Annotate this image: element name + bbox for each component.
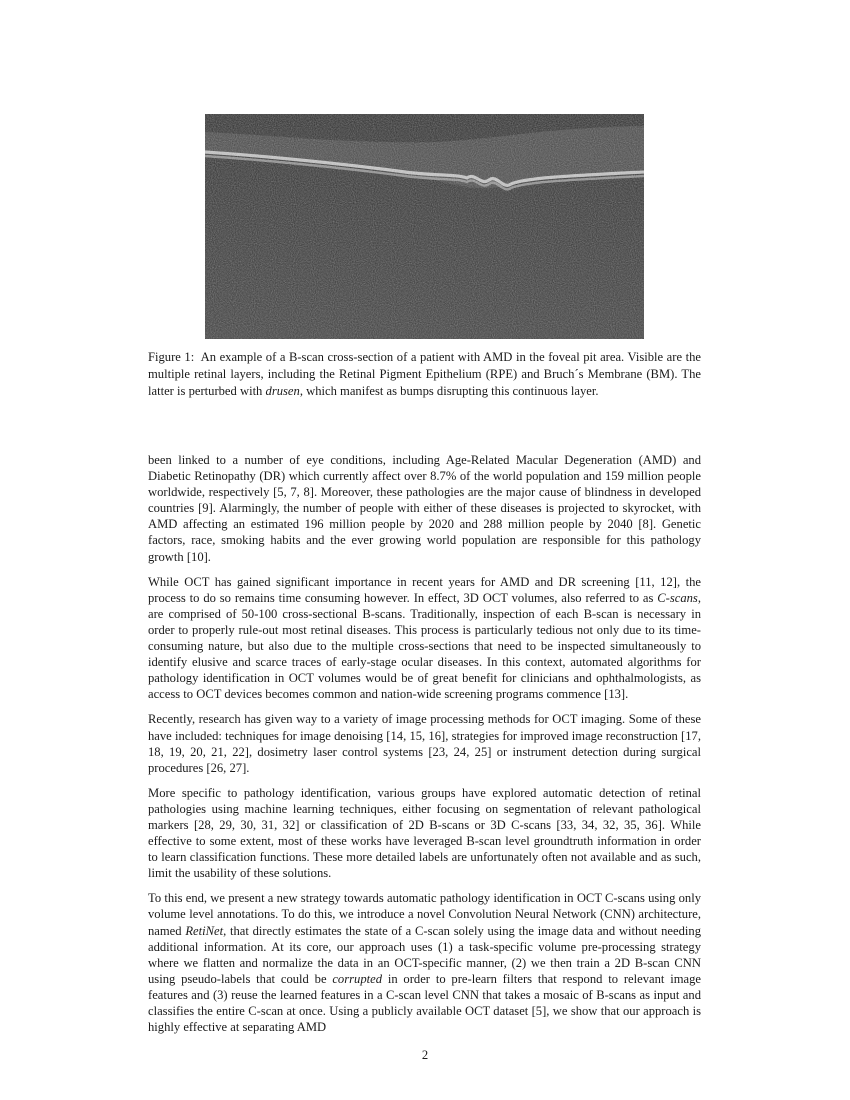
caption-text: An example of a B-scan cross-section of a patient with AMD in the foveal pit area. Visible are the multiple retinal layers, including the Retinal Pigment Epithelium (RPE) and Bruch´s Membrane (BM). The latter is perturbed with <box>148 350 701 398</box>
caption-label: Figure 1: <box>148 350 195 364</box>
figure-caption <box>148 349 701 400</box>
oct-bscan-image <box>205 114 644 339</box>
italic-term-corrupted: corrupted <box>332 971 383 986</box>
paragraph-5: To this end, we present a new strategy towards automatic pathology identification in OCT C-scans using only volume level annotations. To do this, we introduce a novel Convolution Neural Network (CNN) architecture, named RetiNet, that directly estimates the state of a C-scan solely using the image data and without needing additional information. At its core, our approach uses (1) a task-specific volume pre-processing strategy where we flatten and normalize the data in an OCT-specific manner, (2) we then train a 2D B-scan CNN using pseudo-labels that could be corrupted in order to pre-learn filters that respond to relevant image features and (3) reuse the learned features in a C-scan level CNN that takes a mosaic of B-scans as input and classifies the entire C-scan at once. Using a publicly available OCT dataset [5], we show that our approach is highly effective at separating AMD <box>148 891 701 1035</box>
italic-term-c-scans: C-scans <box>657 590 698 605</box>
oct-bscan-figure <box>205 114 644 339</box>
caption-italic-term: drusen <box>265 384 300 398</box>
paragraph-1: been linked to a number of eye conditions, including Age-Related Macular Degeneration (AMD) and Diabetic Retinopathy (DR) which currently affect over 8.7% of the world population and 159 million people worldwide, respectively [5, 7, 8]. Moreover, these pathologies are the major cause of blindness in developed countries [9]. Alarmingly, the number of people with either of these diseases is projected to skyrocket, with AMD affecting an estimated 196 million people by 2020 and 288 million people by 2040 [8]. Genetic factors, race, smoking habits and the ever growing world population are responsible for this pathology growth [10]. <box>148 453 701 564</box>
body-text <box>148 452 701 1044</box>
paragraph-4: More specific to pathology identification, various groups have explored automatic detection of retinal pathologies using machine learning techniques, either focusing on segmentation of relevant pathological markers [28, 29, 30, 31, 32] or classification of 2D B-scans or 3D C-scans [33, 34, 32, 35, 36]. While effective to some extent, most of these works have leveraged B-scan level groundtruth information in order to learn classification functions. These more detailed labels are unfortunately often not available and as such, limit the usability of these solutions. <box>148 785 701 881</box>
italic-term-retinet: RetiNet <box>185 923 224 938</box>
page-number: 2 <box>421 1048 429 1062</box>
paragraph-2: While OCT has gained significant importance in recent years for AMD and DR screening [11, 12], the process to do so remains time consuming however. In effect, 3D OCT volumes, also referred to as C-scans, are comprised of 50-100 cross-sectional B-scans. Traditionally, inspection of each B-scan is necessary in order to properly rule-out most retinal diseases. This process is particularly tedious not only due to its time-consuming nature, but also due to the multiple cross-sections that need to be inspected simultaneously to identify elusive and scarce traces of early-stage ocular diseases. In this context, automated algorithms for pathology identification in OCT volumes would be of great benefit for clinicians and ophthalmologists, as access to OCT devices becomes common and nation-wide screening programs commence [13]. <box>148 574 701 702</box>
caption-end: , which manifest as bumps disrupting this continuous layer. <box>299 384 599 398</box>
paragraph-3: Recently, research has given way to a variety of image processing methods for OCT imaging. Some of these have included: techniques for image denoising [14, 15, 16], strategies for improved image reconstruction [17, 18, 19, 20, 21, 22], dosimetry laser control systems [23, 24, 25] or instrument detection during surgical procedures [26, 27]. <box>148 712 701 775</box>
